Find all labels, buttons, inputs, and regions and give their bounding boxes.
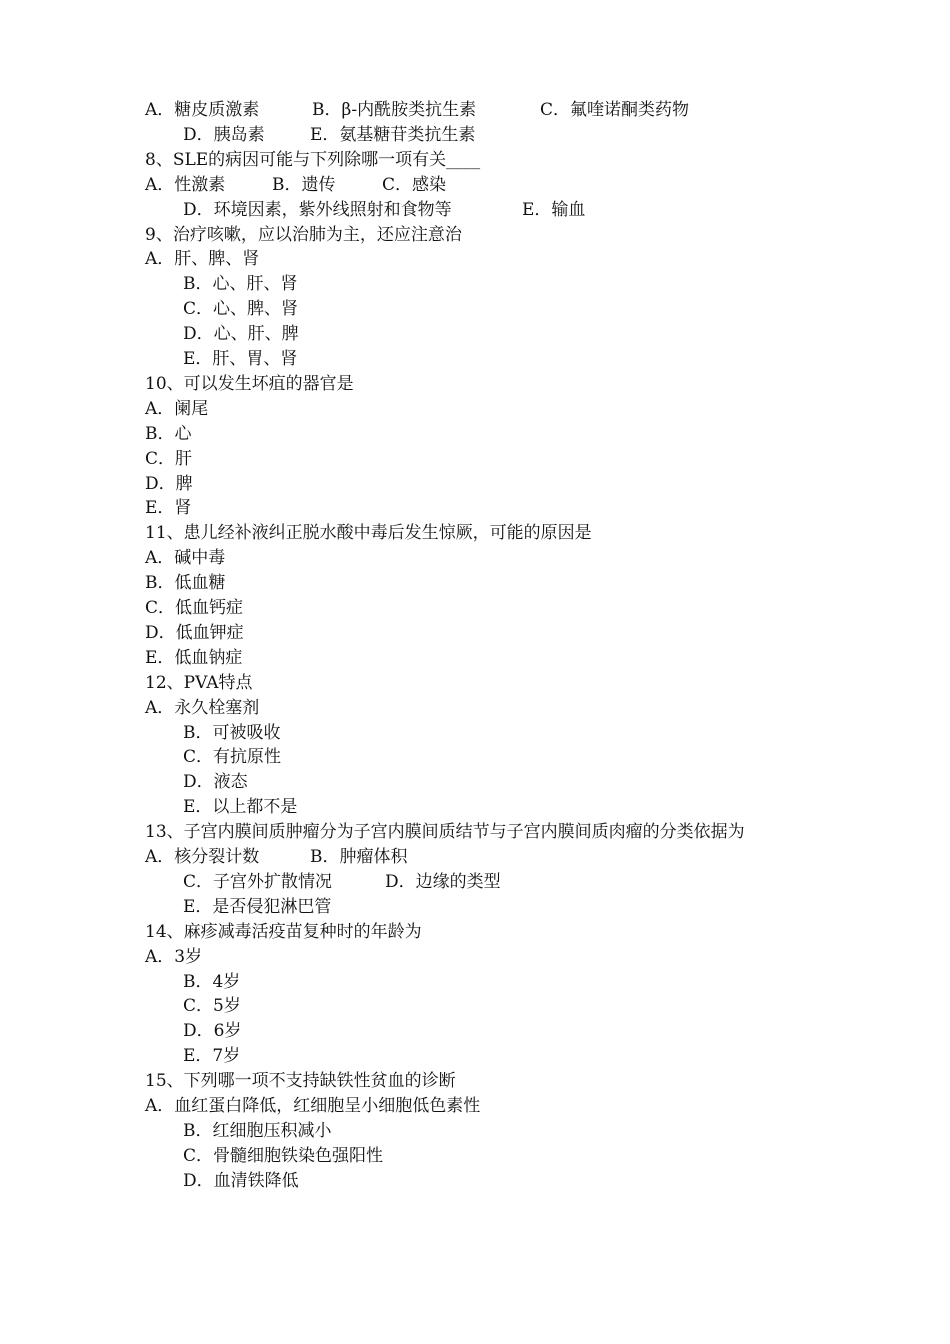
- text-segment: A．核分裂计数: [145, 847, 260, 867]
- text-segment: D．6岁: [183, 1021, 242, 1042]
- text-segment: C．5岁: [183, 996, 241, 1017]
- text-segment: C．子宫外扩散情况: [183, 871, 333, 892]
- text-segment: C．骨髓细胞铁染色强阳性: [183, 1145, 384, 1166]
- text-segment: D．环境因素，紫外线照射和食物等: [183, 199, 452, 220]
- text-segment: E．7岁: [183, 1046, 241, 1067]
- text-segment: A．肝、脾、肾: [145, 249, 260, 270]
- text-segment: A．阑尾: [145, 398, 209, 419]
- text-segment: C．感染: [382, 174, 447, 195]
- text-segment: 10、可以发生坏疽的器官是: [145, 373, 354, 394]
- text-segment: D．脾: [145, 473, 193, 494]
- text-segment: D．边缘的类型: [385, 871, 501, 892]
- text-segment: A．碱中毒: [145, 548, 226, 569]
- text-segment: 13、子宫内膜间质肿瘤分为子宫内膜间质结节与子宫内膜间质肉瘤的分类依据为: [145, 822, 745, 843]
- text-segment: 9、治疗咳嗽，应以治肺为主，还应注意治: [145, 224, 462, 245]
- text-segment: E．肾: [145, 498, 192, 519]
- text-segment: E．输血: [522, 199, 586, 220]
- text-segment: A．性激素: [145, 174, 226, 195]
- text-segment: D．血清铁降低: [183, 1170, 299, 1191]
- text-segment: B．4岁: [183, 971, 241, 992]
- text-segment: D．心、肝、脾: [183, 324, 299, 345]
- text-segment: 14、麻疹减毒活疫苗复种时的年龄为: [145, 921, 422, 942]
- text-segment: E．肝、胃、肾: [183, 349, 298, 369]
- text-segment: E．氨基糖苷类抗生素: [310, 124, 476, 145]
- text-segment: B．低血糖: [145, 573, 226, 594]
- text-segment: 11、患儿经补液纠正脱水酸中毒后发生惊厥，可能的原因是: [145, 523, 592, 544]
- text-segment: A．糖皮质激素: [145, 100, 260, 120]
- text-segment: 12、PVA特点: [145, 672, 253, 693]
- text-segment: A．永久栓塞剂: [145, 697, 260, 718]
- text-segment: B．肿瘤体积: [310, 847, 408, 867]
- text-segment: D．液态: [183, 772, 248, 793]
- text-segment: A．3岁: [145, 946, 203, 967]
- text-segment: 8、SLE的病因可能与下列除哪一项有关____: [145, 149, 481, 170]
- text-segment: C．氟喹诺酮类药物: [540, 100, 690, 120]
- text-segment: B．心、肝、肾: [183, 274, 298, 295]
- text-segment: D．低血钾症: [145, 622, 244, 643]
- text-segment: C．肝: [145, 448, 193, 469]
- text-segment: E．低血钠症: [145, 647, 243, 668]
- text-segment: C．心、脾、肾: [183, 299, 299, 320]
- text-segment: B．β-内酰胺类抗生素: [312, 100, 477, 120]
- text-segment: C．低血钙症: [145, 598, 244, 618]
- text-segment: C．有抗原性: [183, 747, 282, 768]
- text-segment: E．是否侵犯淋巴管: [183, 896, 332, 917]
- text-segment: B．遗传: [272, 174, 336, 195]
- text-segment: D．胰岛素: [183, 124, 265, 145]
- text-segment: E．以上都不是: [183, 797, 298, 818]
- text-segment: B．红细胞压积减小: [183, 1120, 332, 1141]
- text-segment: 15、下列哪一项不支持缺铁性贫血的诊断: [145, 1071, 456, 1092]
- text-segment: B．心: [145, 423, 192, 444]
- text-segment: B．可被吸收: [183, 722, 281, 743]
- text-segment: A．血红蛋白降低，红细胞呈小细胞低色素性: [145, 1096, 481, 1116]
